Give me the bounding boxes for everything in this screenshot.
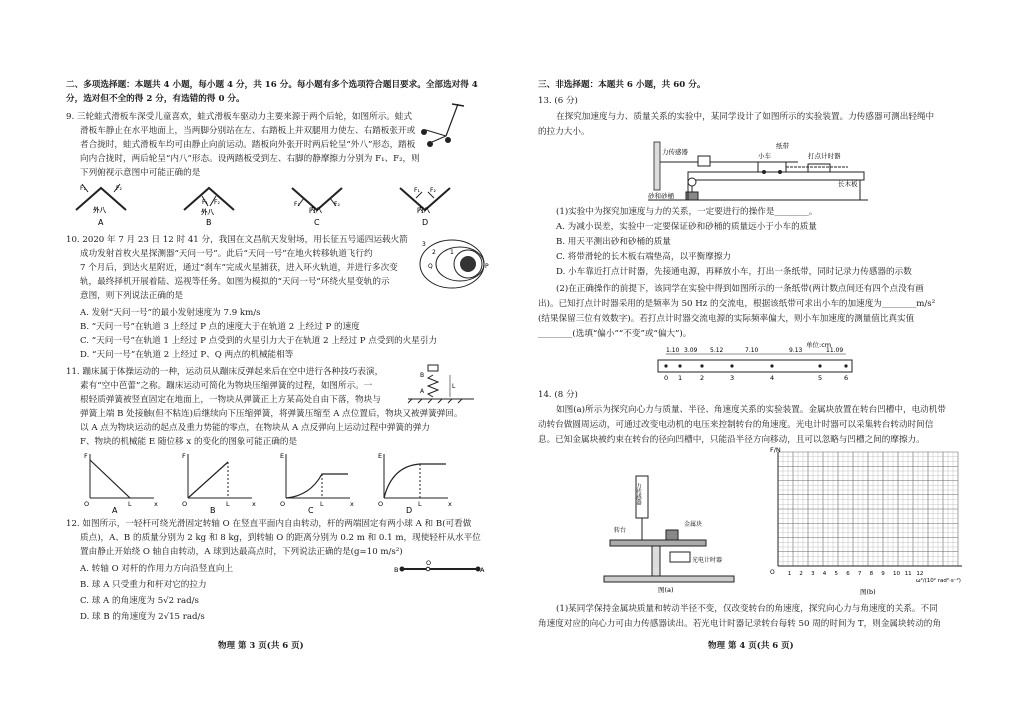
force-label: F₂	[334, 201, 340, 208]
tape-dot	[730, 364, 733, 367]
force-label: F₁	[202, 199, 208, 206]
tape-dot	[770, 364, 773, 367]
diagram-caption: 外八	[201, 208, 214, 216]
diagram-caption: 内八	[417, 206, 430, 214]
grid-x-tick: 5	[834, 571, 838, 577]
grid-x-label: ω²/(10² rad²·s⁻²)	[916, 578, 961, 584]
option-label: B	[206, 218, 212, 227]
svg-text:L: L	[128, 500, 132, 508]
grid-x-tick: 8	[869, 571, 874, 577]
graph-c	[280, 452, 354, 515]
tape-point-label: 1	[678, 374, 683, 382]
q12-option-b: B. 球 A 只受重力和杆对它的拉力	[80, 580, 207, 590]
grid-x-tick: 4	[822, 571, 827, 577]
svg-text:L: L	[418, 500, 422, 508]
diagram-caption: 外八	[93, 206, 106, 214]
q14-line: 动转台做圆周运动，可通过改变电动机的电压来控制转台的角速度。光电计时器可以采集转台转动时间信	[538, 420, 934, 430]
svg-text:L: L	[226, 500, 230, 508]
q9-line: 者合拢时，蛙式滑板车均可由静止向前运动。踏板向外张开时两后轮呈“外八”形态，踏板	[80, 140, 416, 150]
section-heading: 三、非选择题：本题共 6 小题，共 60 分。	[538, 80, 706, 90]
tape-distance-label: 5.12	[710, 347, 724, 354]
q11-line: F、物块的机械能 E 随位移 x 的变化的图象可能正确的是	[80, 437, 298, 447]
figure-caption: 图(a)	[658, 586, 674, 594]
q13-part2-line: (2)在正确操作的前提下，该同学在实验中得到如图所示的一条纸带(两计数点间还有四个点没有画	[556, 284, 924, 294]
svg-text:E: E	[378, 452, 383, 460]
q11-line: 根轻质弹簧被竖直固定在地面上，一物块从弹簧正上方某高处自由下落，物块与	[80, 395, 381, 405]
svg-text:O: O	[378, 500, 384, 508]
svg-text:2: 2	[432, 249, 436, 256]
sensor-label: 力传感器	[635, 483, 641, 505]
grid-x-tick: 12	[916, 571, 924, 577]
q12-option-c: C. 球 A 的角速度为 5√2 rad/s	[80, 596, 199, 606]
page-footer: 物理 第 4 页(共 6 页)	[708, 641, 794, 651]
q9-diagram-c	[292, 188, 342, 227]
tape-point-label: 6	[844, 374, 849, 382]
q13-option-c: C. 将带滑轮的长木板右端垫高，以平衡摩擦力	[556, 252, 732, 262]
apparatus-label: 打点计时器	[808, 152, 841, 160]
q13-heading: 13. (6 分)	[538, 96, 578, 106]
rod-diagram	[394, 560, 486, 580]
grid-x-tick: 11	[904, 571, 912, 577]
q12-line: 质点)，A、B 的质量分别为 2 kg 和 8 kg，到转轴 O 的距离分别为 0.2 m 和 0.1 m，现使轻杆从水平位	[80, 533, 481, 543]
force-label: F₂	[430, 187, 436, 194]
tape-dot	[678, 364, 681, 367]
svg-text:O: O	[280, 500, 286, 508]
q13-line: 在探究加速度与力、质量关系的实验中，某同学设计了如图所示的实验装置。力传感器可测出轻绳中	[556, 112, 935, 122]
tape-unit: 单位:cm	[806, 341, 832, 349]
svg-text:A: A	[112, 506, 118, 515]
figure-caption: 图(b)	[860, 588, 876, 596]
grid-x-tick: 2	[799, 571, 803, 577]
apparatus-label: 纸带	[776, 142, 789, 150]
option-label: D	[422, 218, 429, 227]
option-label: A	[98, 218, 104, 227]
svg-text:x: x	[252, 500, 256, 508]
q13-option-a: A. 为减小误差，实验中一定要保证砂和砂桶的质量远小于小车的质量	[556, 222, 817, 232]
apparatus-label: 小车	[758, 152, 771, 160]
figure-b-grid	[766, 446, 976, 596]
tape-dot	[664, 364, 667, 367]
tape-point-label: 3	[730, 374, 735, 382]
svg-text:x: x	[448, 500, 452, 508]
q9-line: 9. 三轮蛙式滑板车深受儿童喜欢，蛙式滑板车驱动力主要来源于两个后轮，如图所示。蛙式	[66, 112, 413, 122]
svg-text:O: O	[84, 500, 90, 508]
scooter-illustration	[418, 100, 474, 148]
q10-line: 轨，最终择机开展着陆、巡视等任务。如图为模拟的“天问一号”环绕火星变轨的示	[80, 277, 390, 287]
q12-line: 置由静止开始绕 O 轴自由转动，A 球到达最高点时，下列说法正确的是(g=10 m/s²)	[80, 547, 403, 557]
q13-part1: (1)实验中为探究加速度与力的关系，一定要进行的操作是________。	[556, 207, 818, 217]
q11-line: 素有“空中芭蕾”之称。蹦床运动可简化为物块压缩弹簧的过程，如图所示。一	[80, 381, 373, 391]
tape-distance-label: 11.09	[826, 347, 844, 354]
svg-text:L: L	[452, 383, 456, 390]
svg-text:B: B	[210, 506, 216, 515]
q9-line: 向内合拢时，两后轮呈“内八”形态。设两踏板受到左、右脚的静摩擦力分别为 F₁、F₂，则	[80, 154, 420, 164]
grid-y-label: F/N	[770, 446, 781, 454]
option-label: C	[314, 218, 320, 227]
q13-part2-line: (结果保留三位有效数字)。若打点计时器交流电源的实际频率偏大，则小车加速度的测量值比真实值	[538, 314, 915, 324]
svg-text:Q: Q	[428, 263, 433, 270]
svg-text:P: P	[485, 263, 489, 270]
page-footer: 物理 第 3 页(共 6 页)	[218, 641, 304, 651]
q13-line: 的拉力大小。	[538, 127, 590, 137]
q10-line: 7 个月后，到达火星附近，通过“刹车”完成火星捕获，进入环火轨道，并进行多次变	[80, 263, 398, 273]
tape-dot	[700, 364, 703, 367]
q10-option-c: C. “天问一号”在轨道 1 上经过 P 点受到的火星引力大于在轨道 2 上经过 P 点受到的火星引力	[80, 336, 438, 346]
section-heading: 二、多项选择题：本题共 4 小题，每小题 4 分，共 16 分。每小题有多个选项符合题目要求。全部选对得 4	[66, 80, 478, 90]
q13-apparatus-figure	[648, 140, 868, 202]
tape-distance-label: 3.09	[684, 347, 698, 354]
exam-page-4	[512, 0, 1024, 724]
grid-x-tick: 7	[857, 571, 862, 577]
q14-line: 息。已知金属块被约束在转台的径向凹槽中，只能沿半径方向移动，且可以忽略与凹槽之间的摩擦力。	[538, 435, 925, 445]
orbit-diagram	[414, 236, 488, 292]
svg-text:x: x	[350, 500, 354, 508]
diagram-caption: 内八	[309, 206, 322, 214]
svg-text:B: B	[420, 372, 425, 379]
svg-text:1: 1	[450, 249, 454, 256]
q14-part1-line: (1)某同学保持金属块质量和转动半径不变，仅改变转台的角速度，探究向心力与角速度的关系。不同	[556, 604, 938, 614]
q9-diagram-a	[76, 184, 126, 227]
q11-line: 弹簧上端 B 处接触(但不粘连)后继续向下压缩弹簧，将弹簧压缩至 A 点位置后，物块又被弹簧弹回。	[80, 409, 463, 419]
turntable-label: 转台	[614, 527, 627, 534]
q10-option-a: A. 发射“天问一号”的最小发射速度为 7.9 km/s	[80, 308, 261, 318]
svg-text:B: B	[394, 566, 399, 574]
grid-origin: O	[770, 569, 775, 576]
force-label: F₁	[414, 187, 420, 194]
tape-distance-label: 1.10	[666, 347, 680, 354]
svg-text:O: O	[182, 500, 188, 508]
svg-text:C: C	[308, 506, 314, 515]
tape-distance-label: 9.13	[789, 347, 803, 354]
q13-option-b: B. 用天平测出砂和砂桶的质量	[556, 237, 671, 247]
svg-text:x: x	[154, 500, 158, 508]
q11-graphs	[84, 452, 464, 514]
q9-options-diagrams	[76, 180, 466, 230]
svg-text:A: A	[420, 388, 425, 395]
q10-line: 成功发射首枚火星探测器“天问一号”。此后“天问一号”在地火转移轨道飞行约	[80, 249, 373, 259]
block-label: 金属块	[684, 521, 703, 528]
svg-text:A: A	[480, 566, 485, 574]
svg-text:D: D	[406, 506, 413, 515]
force-label: F₁	[80, 185, 86, 192]
graph-b	[182, 452, 256, 515]
q9-line: 滑板车静止在水平地面上，当两脚分别站在左、右踏板上并双腿用力使左、右踏板张开或	[80, 126, 416, 136]
grid-x-tick: 6	[846, 571, 850, 577]
svg-text:O: O	[426, 559, 432, 567]
tape-point-label: 5	[818, 374, 823, 382]
q9-diagram-b	[184, 188, 234, 227]
spring-block-figure	[404, 363, 480, 405]
tape-point-label: 2	[700, 374, 705, 382]
svg-text:F: F	[84, 452, 88, 460]
q12-option-d: D. 球 B 的角速度为 2√15 rad/s	[80, 612, 205, 622]
q10-option-d: D. “天问一号”在轨道 2 上经过 P、Q 两点的机械能相等	[80, 350, 294, 360]
svg-text:L: L	[320, 500, 324, 508]
q10-option-b: B. “天问一号”在轨道 3 上经过 P 点的速度大于在轨道 2 上经过 P 的速度	[80, 322, 360, 332]
graph-a	[84, 452, 158, 515]
q13-part2-line: 出)。已知打点计时器采用的是频率为 50 Hz 的交流电，根据该纸带可求出小车的加速度为________m/s²	[538, 299, 936, 309]
q13-part2-line: ________(选填“偏小”“不变”或“偏大”)。	[538, 329, 692, 339]
grid-x-tick: 10	[893, 571, 900, 577]
grid-x-tick: 9	[881, 571, 885, 577]
svg-text:3: 3	[422, 241, 426, 248]
section-heading-cont: 分，选对但不全的得 2 分，有选错的得 0 分。	[66, 94, 245, 104]
q14-part1-line: 角速度对应的向心力可由力传感器读出。若光电计时器记录转台每转 50 周的时间为 T，则金属块转动的角	[538, 619, 941, 629]
q11-line: 11. 蹦床属于体操运动的一种，运动员从蹦床反弹起来后在空中进行各种技巧表演，	[66, 367, 384, 377]
apparatus-label: 力传感器	[662, 148, 688, 156]
q11-line: 以 A 点为物块运动的起点及重力势能的零点，在物块从 A 点反弹向上运动过程中弹簧的弹力	[80, 423, 430, 433]
q9-diagram-d	[400, 187, 450, 227]
grid-x-tick: 3	[811, 571, 815, 577]
figure-a-apparatus	[602, 470, 742, 594]
q14-heading: 14. (8 分)	[538, 390, 578, 400]
tape-point-label: 4	[770, 374, 775, 382]
apparatus-label: 砂和砂桶	[648, 192, 674, 200]
q14-line: 如图(a)所示为探究向心力与质量、半径、角速度关系的实验装置。金属块放置在转台凹槽中，电动机带	[556, 405, 946, 415]
tape-distance-label: 7.10	[745, 347, 759, 354]
q12-option-a: A. 转轴 O 对杆的作用力方向沿竖直向上	[80, 564, 234, 574]
q9-line: 下列俯视示意图中可能正确的是	[80, 168, 201, 178]
q10-line: 10. 2020 年 7 月 23 日 12 时 41 分，我国在文昌航天发射场，用长征五号遥四运载火箭	[66, 235, 408, 245]
timer-label: 光电计时器	[692, 557, 723, 564]
grid-x-tick: 1	[787, 571, 792, 577]
q12-line: 12. 如图所示，一轻杆可绕光滑固定转轴 O 在竖直平面内自由转动，杆的两端固定有两小球 A 和 B(可看做	[66, 519, 472, 529]
tape-dot	[844, 364, 847, 367]
svg-text:F: F	[182, 452, 186, 460]
apparatus-label: 长木板	[838, 180, 858, 188]
force-label: F₂	[214, 199, 220, 206]
force-label: F₁	[294, 201, 300, 208]
q13-option-d: D. 小车靠近打点计时器，先接通电源，再释放小车，打出一条纸带，同时记录力传感器的示数	[556, 267, 912, 277]
tape-point-label: 0	[664, 374, 669, 382]
graph-d	[378, 452, 452, 515]
q10-line: 意图，则下列说法正确的是	[80, 291, 184, 301]
force-label: F₂	[116, 185, 122, 192]
paper-tape-figure	[656, 340, 856, 382]
tape-dot	[818, 364, 821, 367]
svg-text:E: E	[280, 452, 285, 460]
